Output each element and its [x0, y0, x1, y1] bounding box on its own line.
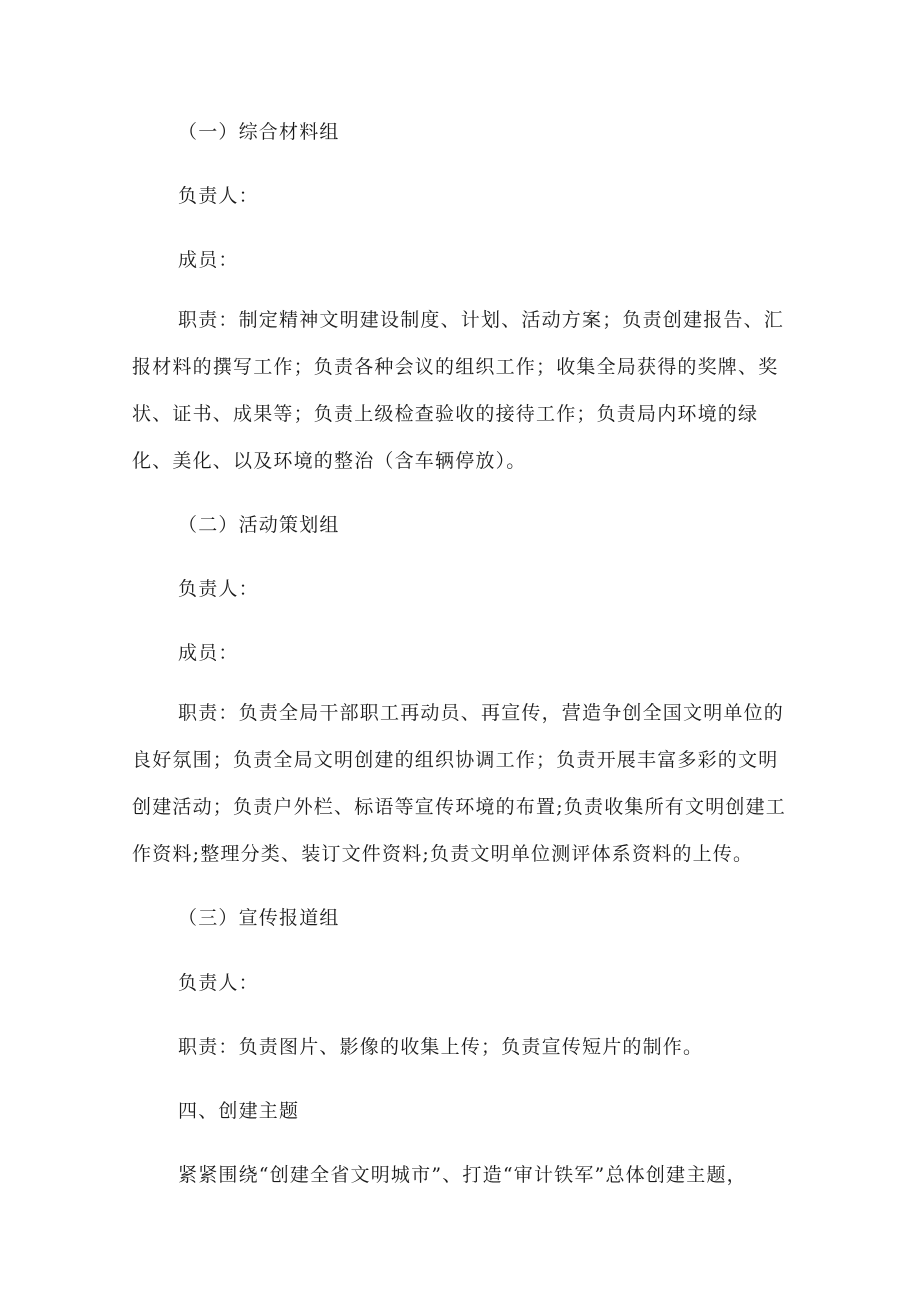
section-2-heading: （二）活动策划组 — [178, 514, 340, 536]
section-1-members: 成员： — [178, 249, 239, 271]
theme-heading: 四、创建主题 — [178, 1100, 300, 1122]
theme-text: 紧紧围绕“创建全省文明城市”、打造“审计铁军”总体创建主题， — [178, 1164, 747, 1186]
section-2-members: 成员： — [178, 642, 239, 664]
section-1-leader: 负责人： — [178, 185, 259, 207]
section-1-duties: 职责：制定精神文明建设制度、计划、活动方案；负责创建报告、汇报材料的撰写工作；负责各种会议的组织工作；收集全局获得的奖牌、奖状、证书、成果等；负责上级检查验收的接待工作；负责局内环境的绿化、美化、以及环境的整治（含车辆停放）。 — [132, 309, 785, 472]
section-3-leader: 负责人： — [178, 972, 259, 994]
section-3-duties: 职责：负责图片、影像的收集上传；负责宣传短片的制作。 — [178, 1036, 704, 1058]
section-2-leader: 负责人： — [178, 578, 259, 600]
section-1-heading: （一）综合材料组 — [178, 121, 340, 143]
section-2-duties: 职责：负责全局干部职工再动员、再宣传，营造争创全国文明单位的良好氛围；负责全局文明创建的组织协调工作；负责开展丰富多彩的文明创建活动；负责户外栏、标语等宣传环境的布置;负责收集所有文明创建工作资料;整理分类、装订文件资料;负责文明单位测评体系资料的上传。 — [132, 702, 787, 865]
section-3-heading: （三）宣传报道组 — [178, 907, 340, 929]
